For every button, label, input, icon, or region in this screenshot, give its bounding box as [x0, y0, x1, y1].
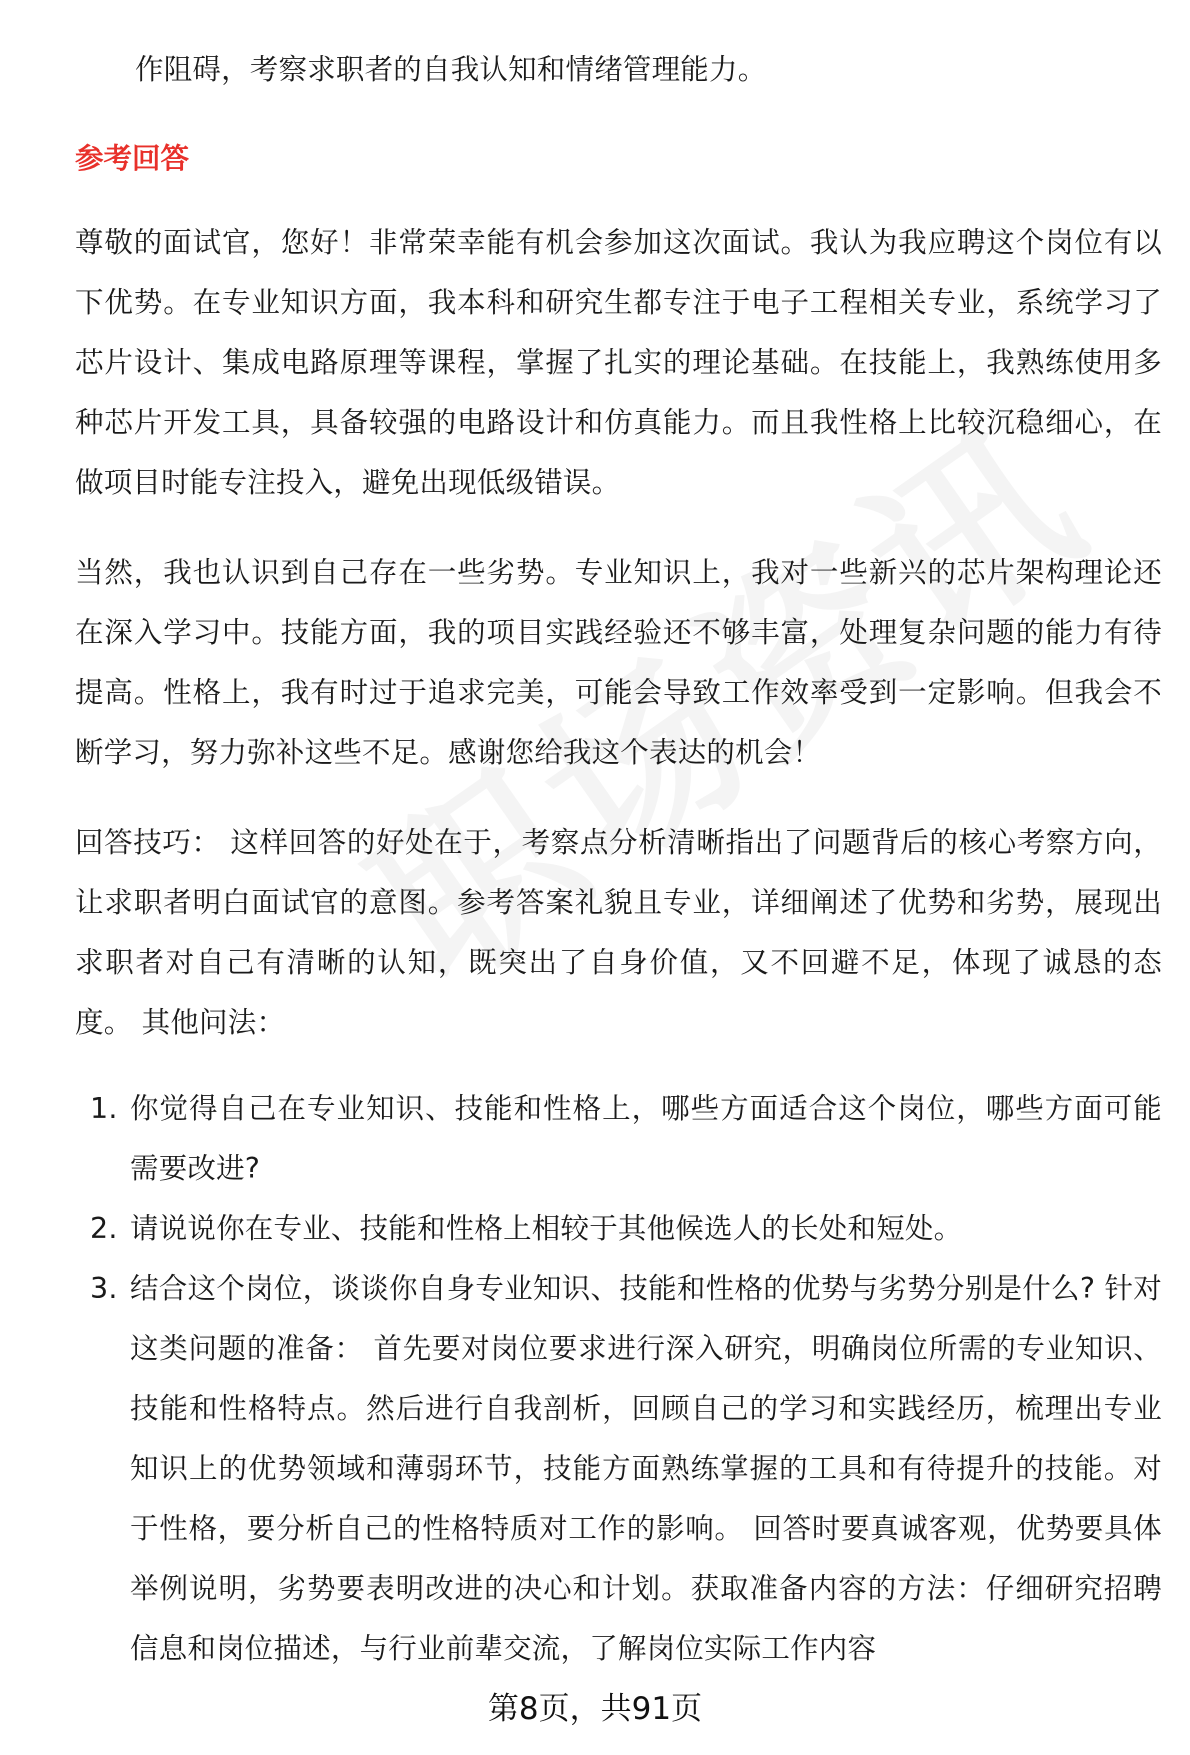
list-item-number: 1. — [90, 1092, 118, 1125]
continuation-text: 作阻碍，考察求职者的自我认知和情绪管理能力。 — [135, 53, 767, 86]
answer-paragraph-1: 尊敬的面试官，您好！非常荣幸能有机会参加这次面试。我认为我应聘这个岗位有以下优势。在专业知识方面，我本科和研究生都专注于电子工程相关专业，系统学习了芯片设计、集成电路原理等课程，掌握了扎实的理论基础。在技能上，我熟练使用多种芯片开发工具，具备较强的电路设计和仿真能力。而且我性格上比较沉稳细心，在做项目时能专注投入，避免出现低级错误。 — [75, 226, 1162, 499]
list-item-text: 结合这个岗位，谈谈你自身专业知识、技能和性格的优势与劣势分别是什么? 针对这类问题的准备： 首先要对岗位要求进行深入研究，明确岗位所需的专业知识、技能和性格特点。然后进行自我剖析，回顾自己的学习和实践经历，梳理出专业知识上的优势领域和薄弱环节，技能方面熟练掌握的工具和有待提升的技能。对于性格，要分析自己的性格特质对工作的影响。 回答时要真诚客观，优势要具体举例说明，劣势要表明改进的决心和计划。获取准备内容的方法：仔细研究招聘信息和岗位描述，与行业前辈交流，了解岗位实际工作内容 — [130, 1272, 1162, 1665]
answer-paragraph-2: 当然，我也认识到自己存在一些劣势。专业知识上，我对一些新兴的芯片架构理论还在深入学习中。技能方面，我的项目实践经验还不够丰富，处理复杂问题的能力有待提高。性格上，我有时过于追求完美，可能会导致工作效率受到一定影响。但我会不断学习，努力弥补这些不足。感谢您给我这个表达的机会！ — [75, 556, 1162, 769]
list-item — [75, 1259, 1162, 1679]
list-item-number: 3. — [90, 1272, 118, 1305]
list-item-text: 你觉得自己在专业知识、技能和性格上，哪些方面适合这个岗位，哪些方面可能需要改进? — [130, 1092, 1162, 1185]
list-item-text: 请说说你在专业、技能和性格上相较于其他候选人的长处和短处。 — [130, 1212, 963, 1245]
list-item — [75, 1199, 1162, 1259]
alternative-questions-list — [75, 1079, 1162, 1679]
list-item-number: 2. — [90, 1212, 118, 1245]
tips-paragraph: 回答技巧： 这样回答的好处在于，考察点分析清晰指出了问题背后的核心考察方向，让求职者明白面试官的意图。参考答案礼貌且专业，详细阐述了优势和劣势，展现出求职者对自己有清晰的认知，既突出了自身价值，又不回避不足，体现了诚恳的态度。 其他问法： — [75, 826, 1162, 1039]
page-number-footer: 第8页，共91页 — [487, 1691, 703, 1727]
list-item — [75, 1079, 1162, 1199]
reference-answer-heading: 参考回答 — [75, 142, 190, 175]
